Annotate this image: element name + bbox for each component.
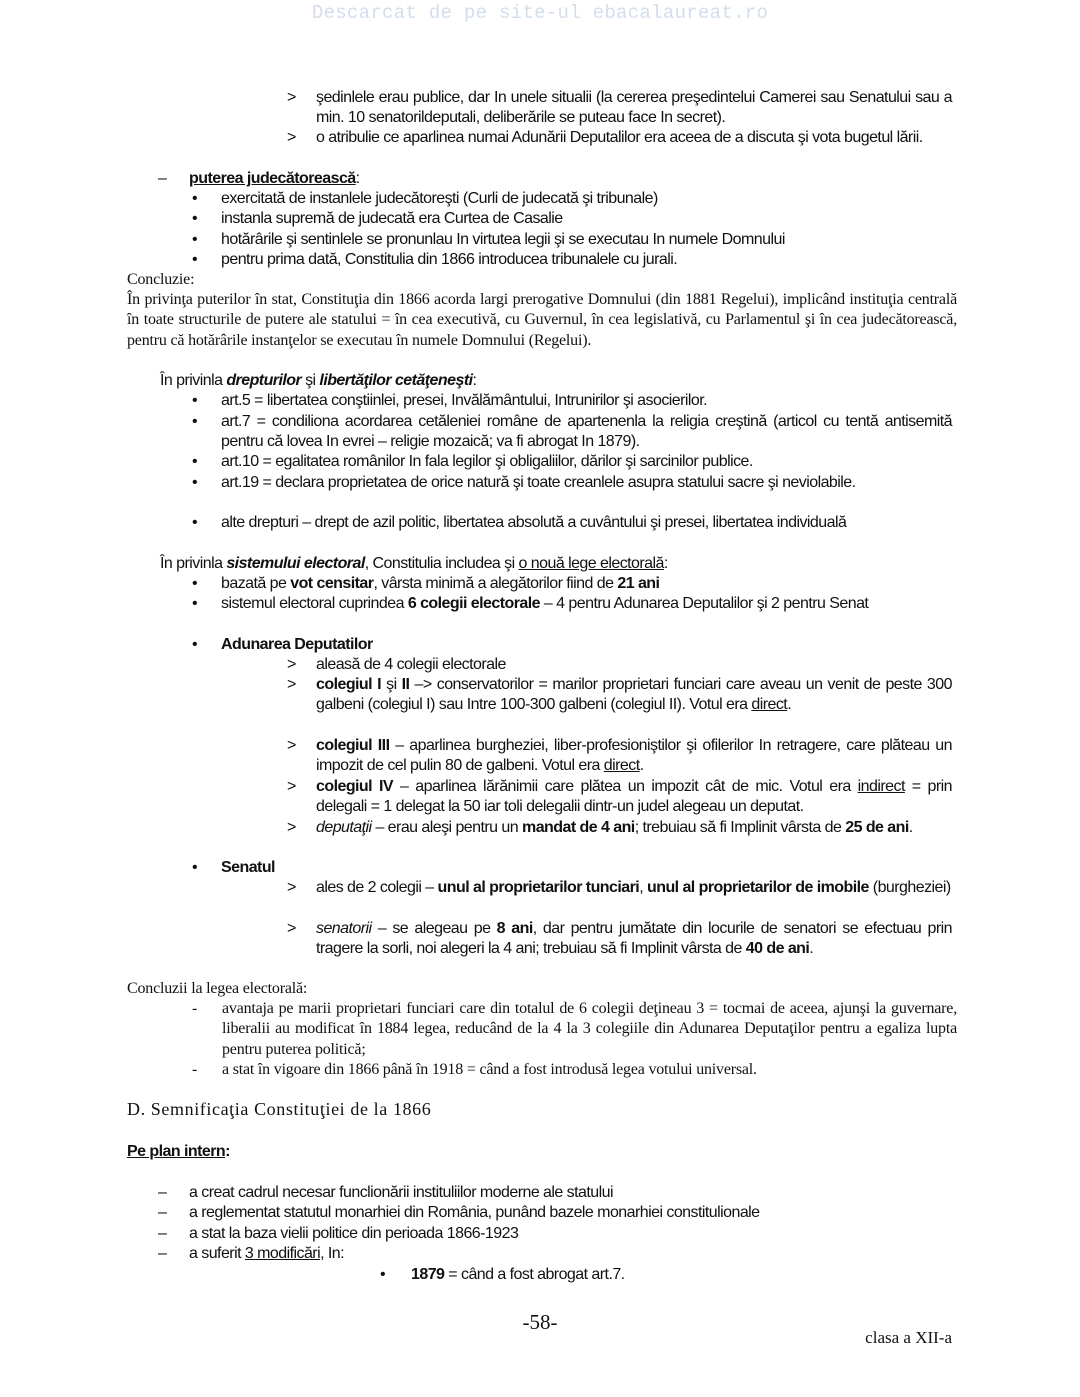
subheading [127, 1142, 957, 1162]
text-run: o nouă lege electorală [518, 555, 664, 572]
dash-marker-icon: – [158, 1225, 167, 1242]
arrow-marker-icon: > [287, 656, 296, 673]
text-run: bazată pe [221, 575, 291, 592]
text-content [316, 777, 952, 818]
text-run: hotărârile şi sentinlele se pronunlau In virtutea legii şi se executau In numele Domnului [221, 231, 785, 248]
bullet-marker-icon: • [192, 392, 198, 409]
text-run: direct [603, 757, 640, 775]
text-block-arrow [287, 736, 952, 777]
text-run: instanla supremă de judecată era Curtea de Casalie [221, 210, 563, 227]
dash-marker-icon: – [158, 1204, 167, 1221]
text-run: art.7 = condiliona acordarea cetăleniei române de apartenenla la religia creştină (articol cu tentă antisemită pentru că lovea In evrei – religie mozaică; va fi abrogat In 1879). [221, 413, 952, 451]
bullet-marker-icon: • [192, 575, 198, 592]
text-run: , [639, 879, 647, 896]
text-block-arrow [287, 818, 952, 838]
text-run: : [663, 555, 668, 572]
text-content [221, 594, 952, 614]
text-run: puterea judecătorească [189, 170, 356, 187]
text-block-bullet [192, 858, 952, 878]
text-content [221, 452, 952, 472]
text-block-serifdash [192, 999, 957, 1060]
text-content [221, 412, 952, 453]
text-content [222, 999, 957, 1060]
text-block-serifdash [192, 1060, 957, 1080]
text-run: Concluzie: [127, 271, 195, 288]
text-content [221, 858, 952, 878]
text-block-arrow [287, 919, 952, 960]
text-run: aleasă de 4 colegii electorale [316, 656, 506, 673]
text-content [316, 128, 952, 148]
arrow-marker-icon: > [287, 89, 296, 106]
text-run: avantaja pe marii proprietari funciari care din totalul de 6 colegii deţineau 3 = tocmai de aceea, ajunşi la guvernare, liberalii au modificat în 1884 legea, reducând de la 4 la 3 colegiile din Adunarea Deputaţilor pentru a egaliza lupta pentru puterea politică; [222, 1000, 957, 1058]
text-run: Concluzii la legea electorală: [127, 980, 308, 997]
text-block-arrow [287, 128, 952, 148]
bullet-marker-icon: • [192, 859, 198, 876]
text-run: 1879 [411, 1266, 445, 1283]
text-block-bullet [192, 574, 952, 594]
dash-marker-icon: – [158, 170, 167, 187]
text-run: ; trebuiau să fi Implinit vârsta de [634, 819, 846, 836]
text-content [221, 230, 952, 250]
text-run: sistemul electoral cuprindea [221, 595, 408, 612]
text-run: senatorii [316, 920, 372, 937]
text-content [189, 1203, 952, 1223]
text-run: : [472, 372, 477, 389]
text-block-dash [158, 1224, 952, 1244]
text-block-bullet [192, 635, 952, 655]
text-run: art.10 = egalitatea românilor In fala legilor şi obligaliilor, dărilor şi sarcinilor publice. [221, 453, 753, 470]
text-content [189, 1183, 952, 1203]
text-block-serifpara [127, 290, 957, 351]
text-run: 25 de ani [845, 819, 909, 836]
text-run: – aparlinea lărănimii care plătea un impozit cât de mic. Votul era [393, 778, 858, 795]
text-content [316, 736, 952, 777]
text-run: a stat în vigoare din 1866 până în 1918 = când a fost introdusă legea votului universal. [222, 1061, 757, 1078]
text-block-dash [158, 1244, 952, 1264]
text-content [221, 513, 952, 533]
text-content [411, 1265, 951, 1285]
text-run: şi [301, 372, 320, 389]
text-run: : [225, 1143, 230, 1160]
text-run: , In: [320, 1245, 345, 1262]
text-run: , vârsta minimă a alegătorilor fiind de [373, 575, 618, 592]
text-content [221, 250, 952, 270]
text-block-arrow [287, 675, 952, 716]
text-content [221, 574, 952, 594]
text-run: , dar pentru jumătate din locurile de senatori se efectuau prin tragere la sorli, noi alegeri la 4 ani; trebuiau să fi Implinit vârsta de [316, 920, 952, 958]
bullet-marker-icon: • [192, 474, 198, 491]
text-content [316, 878, 952, 898]
text-block-lead [160, 554, 952, 574]
text-run: În privinla [160, 555, 227, 572]
section-heading [127, 1099, 957, 1119]
footer-class-label: clasa a XII-a [865, 1328, 952, 1347]
bullet-marker-icon: • [380, 1266, 386, 1283]
dash-marker-icon: - [192, 1061, 198, 1078]
text-content [221, 391, 952, 411]
text-block-dash [158, 169, 952, 189]
arrow-marker-icon: > [287, 778, 296, 795]
text-content [189, 1244, 952, 1264]
text-block-bullet [192, 513, 952, 533]
watermark: Descarcat de pe site-ul ebacalaureat.ro [311, 2, 769, 24]
text-run: : [355, 170, 360, 187]
bullet-marker-icon: • [192, 453, 198, 470]
arrow-marker-icon: > [287, 879, 296, 896]
text-run: art.19 = declara proprietatea de orice natură şi toate creanlele asupra statului sacre şi neviolabile. [221, 474, 856, 491]
text-run: . [908, 819, 913, 836]
text-run: a stat la baza vielii politice din perioada 1866-1923 [189, 1225, 519, 1242]
text-run: Senatul [221, 859, 275, 876]
text-block-bullet [192, 412, 952, 453]
arrow-marker-icon: > [287, 676, 296, 693]
bullet-marker-icon: • [192, 514, 198, 531]
text-run: deputaţii [316, 819, 372, 836]
text-run: ales de 2 colegii – [316, 879, 438, 896]
text-content [127, 290, 957, 351]
text-content [221, 189, 952, 209]
text-run: colegiul I [316, 676, 382, 693]
text-run: unul al proprietarilor de imobile [647, 879, 869, 896]
text-run: 21 ani [617, 575, 660, 592]
text-run: (burgheziei) [868, 879, 951, 896]
text-block-bullet [192, 250, 952, 270]
bullet-marker-icon: • [192, 413, 198, 430]
text-block-lead [160, 371, 952, 391]
text-block-arrow [287, 88, 952, 129]
text-run: direct [751, 696, 788, 714]
text-run: exercitată de instanlele judecătoreşti (Curli de judecată şi tribunale) [221, 190, 658, 207]
text-block-bullet2 [380, 1265, 951, 1285]
text-run: colegiul III [316, 737, 390, 754]
text-content [221, 635, 952, 655]
text-block-arrow [287, 878, 952, 898]
text-content [160, 371, 952, 391]
text-run: II [401, 676, 410, 693]
text-run: libertăţilor cetăţeneşti [319, 372, 473, 389]
text-run: 6 colegii electorale [407, 595, 541, 612]
text-block-arrow [287, 655, 952, 675]
text-run: şedinlele erau publice, dar In unele situalii (la cererea preşedintelui Camerei sau Senatului sau a min. 10 senatorildeputali, deliberările se puteau face In secret). [316, 89, 952, 127]
text-content [127, 1142, 957, 1162]
text-run: . [809, 940, 814, 958]
text-run: , Constitulia includea şi [364, 555, 519, 572]
text-run: –> conservatorilor = marilor proprietari funciari care aveau un venit de peste 300 galbeni (colegiul I) sau Intre 100-300 galbeni (colegiul II). Votul era [316, 676, 952, 714]
text-run: – 4 pentru Adunarea Deputalilor şi 2 pentru Senat [540, 595, 869, 612]
text-content [316, 88, 952, 129]
text-run: . [639, 757, 644, 775]
text-run: = prin delegali = 1 delegat la 50 iar toli delegalii dintr-un judel alegeau un deputat. [316, 778, 952, 816]
text-run: . [787, 696, 792, 714]
text-run: indirect [857, 778, 905, 795]
arrow-marker-icon: > [287, 129, 296, 146]
text-run: 3 modificări [244, 1245, 321, 1262]
arrow-marker-icon: > [287, 737, 296, 754]
bullet-marker-icon: • [192, 251, 198, 268]
text-run: – erau aleşi pentru un [371, 819, 523, 836]
text-run: – aparlinea burgheziei, liber-profesioniştilor şi ofilerilor In retragere, care plăteau un impozit de cel pulin 80 de galbeni. Votul era [316, 737, 953, 775]
bullet-marker-icon: • [192, 210, 198, 227]
text-block-bullet [192, 391, 952, 411]
text-run: sistemului electoral [226, 555, 365, 572]
bullet-marker-icon: • [192, 595, 198, 612]
text-run: În privinţa puterilor în stat, Constituţia din 1866 acorda largi prerogative Domnului (din 1881 Regelui), implicând instituţia centrală în toate structurile de putere ale statului = în cea executivă, cu Guvernul, în cea legislativă, cu Parlamentul şi în cea judecătorească, pentru că hotărârile instanţelor se executau în numele Domnului (Regelui). [127, 291, 957, 349]
bullet-marker-icon: • [192, 636, 198, 653]
text-content [189, 1224, 952, 1244]
text-run: a suferit [189, 1245, 245, 1262]
text-content [316, 655, 952, 675]
bullet-marker-icon: • [192, 231, 198, 248]
text-run: vot censitar [290, 575, 374, 592]
text-content [160, 554, 952, 574]
text-block-dash [158, 1203, 952, 1223]
text-run: o atribulie ce aparlinea numai Adunării Deputalilor era aceea de a discuta şi vota bugetul lării. [316, 129, 923, 146]
text-block-dash [158, 1183, 952, 1203]
text-block-serifplain [127, 979, 957, 999]
dash-marker-icon: - [192, 1000, 198, 1017]
text-run: pentru prima dată, Constitulia din 1866 introducea tribunalele cu jurali. [221, 251, 678, 268]
text-run: – se alegeau pe [371, 920, 497, 937]
text-run: În privinla [160, 372, 227, 389]
text-run: = când a fost abrogat art.7. [444, 1266, 625, 1283]
text-content [316, 919, 952, 960]
text-block-arrow [287, 777, 952, 818]
text-block-bullet [192, 230, 952, 250]
text-run: drepturilor [226, 372, 302, 389]
text-content [127, 979, 957, 999]
text-block-bullet [192, 473, 952, 493]
text-content [221, 209, 952, 229]
text-run: a reglementat statutul monarhiei din România, punând bazele monarhiei constitulionale [189, 1204, 760, 1221]
text-run: şi [381, 676, 402, 693]
text-run: mandat de 4 ani [522, 819, 635, 836]
text-block-bullet [192, 594, 952, 614]
dash-marker-icon: – [158, 1184, 167, 1201]
text-run: Pe plan intern [127, 1143, 226, 1160]
text-run: alte drepturi – drept de azil politic, libertatea absolută a cuvântului şi presei, libertatea individuală [221, 514, 847, 531]
text-run: art.5 = libertatea conştiinlei, presei, Invălământului, Intrunirilor şi asocierilor. [221, 392, 708, 409]
text-content [316, 675, 952, 716]
dash-marker-icon: – [158, 1245, 167, 1262]
text-content [127, 270, 957, 290]
text-run: unul al proprietarilor tunciari [437, 879, 640, 896]
text-run: D. Semnificaţia Constituţiei de la 1866 [127, 1099, 432, 1119]
text-run: a creat cadrul necesar funclionării instituliilor moderne ale statului [189, 1184, 613, 1201]
arrow-marker-icon: > [287, 819, 296, 836]
text-block-serifplain [127, 270, 957, 290]
text-run: 40 de ani [745, 940, 810, 958]
text-content [189, 169, 952, 189]
text-block-bullet [192, 209, 952, 229]
text-block-bullet [192, 189, 952, 209]
text-content [222, 1060, 957, 1080]
text-block-bullet [192, 452, 952, 472]
text-content [316, 818, 952, 838]
text-run: 8 ani [496, 920, 533, 937]
text-content [221, 473, 952, 493]
arrow-marker-icon: > [287, 920, 296, 937]
page-number: -58- [522, 1310, 558, 1334]
bullet-marker-icon: • [192, 190, 198, 207]
text-run: Adunarea Deputatilor [221, 636, 373, 653]
text-content [127, 1099, 957, 1119]
text-run: colegiul IV [316, 778, 394, 795]
